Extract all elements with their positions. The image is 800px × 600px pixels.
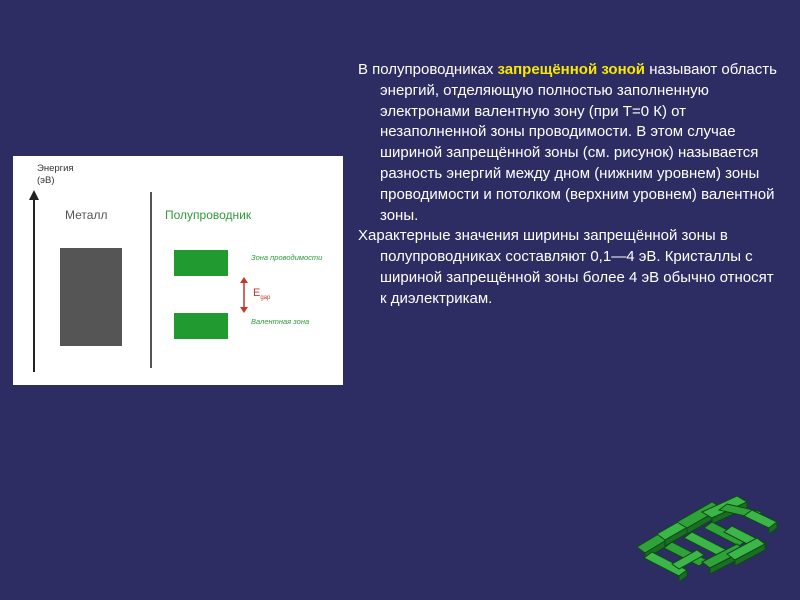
energy-axis-label — [37, 163, 74, 187]
conduction-band — [174, 250, 228, 276]
valence-band-label: Валентная зона — [251, 317, 310, 326]
axis-label-line2: (эВ) — [37, 175, 55, 186]
band-gap-label — [253, 287, 270, 301]
paragraph-definition — [358, 60, 778, 226]
axis-label-line1: Энергия — [37, 163, 74, 174]
gap-subscript: gap — [260, 295, 271, 302]
p1-after: называют область энергий, отделяющую полностью заполненную электронами валентную зону (при T=0 К) от незаполненной зоны проводимости. В этом случае шириной запрещённой зоны (см. рисунок) называется разность энергий между дном (нижним уровнем) зоны проводимости и потолком (верхним уровнем) валентной зоны. — [380, 61, 777, 224]
metal-label: Металл — [65, 208, 108, 222]
energy-axis — [33, 198, 35, 372]
valence-band — [174, 313, 228, 339]
band-diagram — [13, 156, 343, 385]
metal-band — [60, 248, 122, 346]
conduction-band-label: Зона проводимости — [251, 253, 323, 262]
divider-line — [150, 192, 152, 368]
green-lattice-icon — [632, 492, 782, 582]
energy-axis-arrow-icon — [29, 190, 39, 200]
semiconductor-label: Полупроводник — [165, 208, 252, 222]
p1-before: В полупроводниках — [358, 61, 498, 78]
gap-symbol: E — [253, 287, 261, 299]
paragraph-values: Характерные значения ширины запрещённой зоны в полупроводниках составляют 0,1—4 эВ. Кристаллы с шириной запрещённой зоны более 4 эВ обычно относят к диэлектрикам. — [358, 227, 774, 307]
highlighted-term: запрещённой зоной — [497, 61, 646, 78]
description-text — [358, 60, 778, 310]
band-gap-arrow-icon — [239, 277, 249, 313]
